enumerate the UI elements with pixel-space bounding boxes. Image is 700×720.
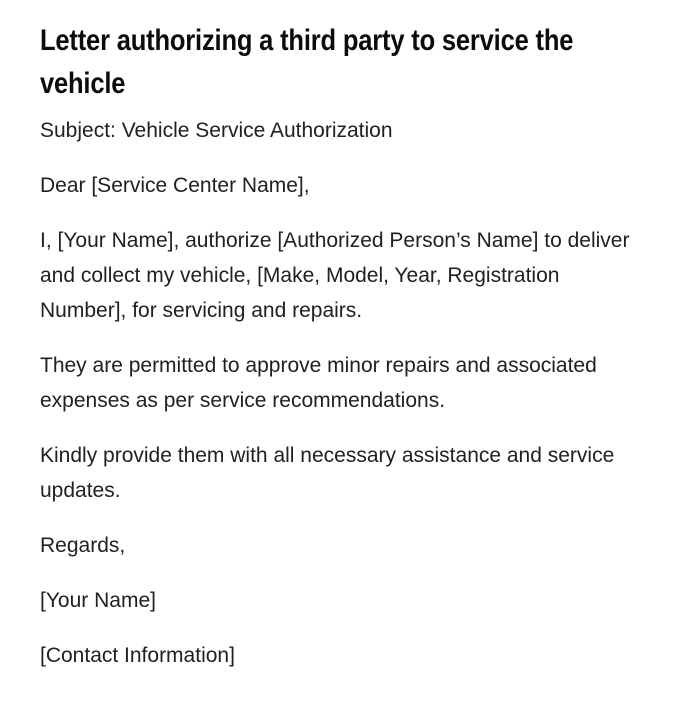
letter-paragraph-signature-contact bbox=[40, 638, 672, 673]
letter-paragraph-authorization bbox=[40, 223, 672, 328]
page-title bbox=[40, 19, 577, 105]
letter-paragraph-subject bbox=[40, 113, 672, 148]
letter-line: They are permitted to approve minor repairs and associated bbox=[40, 354, 597, 377]
letter-line: Number], for servicing and repairs. bbox=[40, 299, 363, 322]
letter-line: expenses as per service recommendations. bbox=[40, 389, 446, 412]
letter-line: updates. bbox=[40, 479, 121, 502]
letter-line: Regards, bbox=[40, 534, 126, 557]
letter-paragraph-permissions bbox=[40, 348, 672, 418]
letter-line: [Your Name] bbox=[40, 589, 156, 612]
letter-line: I, [Your Name], authorize [Authorized Person’s Name] to deliver bbox=[40, 229, 630, 252]
letter-line: [Contact Information] bbox=[40, 644, 235, 667]
letter-line: and collect my vehicle, [Make, Model, Year, Registration bbox=[40, 264, 560, 287]
letter-paragraph-request bbox=[40, 438, 672, 508]
page-title-line-2: vehicle bbox=[40, 67, 126, 100]
letter-line: Kindly provide them with all necessary assistance and service bbox=[40, 444, 615, 467]
letter-line: Subject: Vehicle Service Authorization bbox=[40, 119, 393, 142]
letter-paragraph-signature-name bbox=[40, 583, 672, 618]
page-title-line-1: Letter authorizing a third party to service the bbox=[40, 24, 574, 57]
letter-paragraph-closing bbox=[40, 528, 672, 563]
letter-line: Dear [Service Center Name], bbox=[40, 174, 310, 197]
letter-paragraph-salutation bbox=[40, 168, 672, 203]
